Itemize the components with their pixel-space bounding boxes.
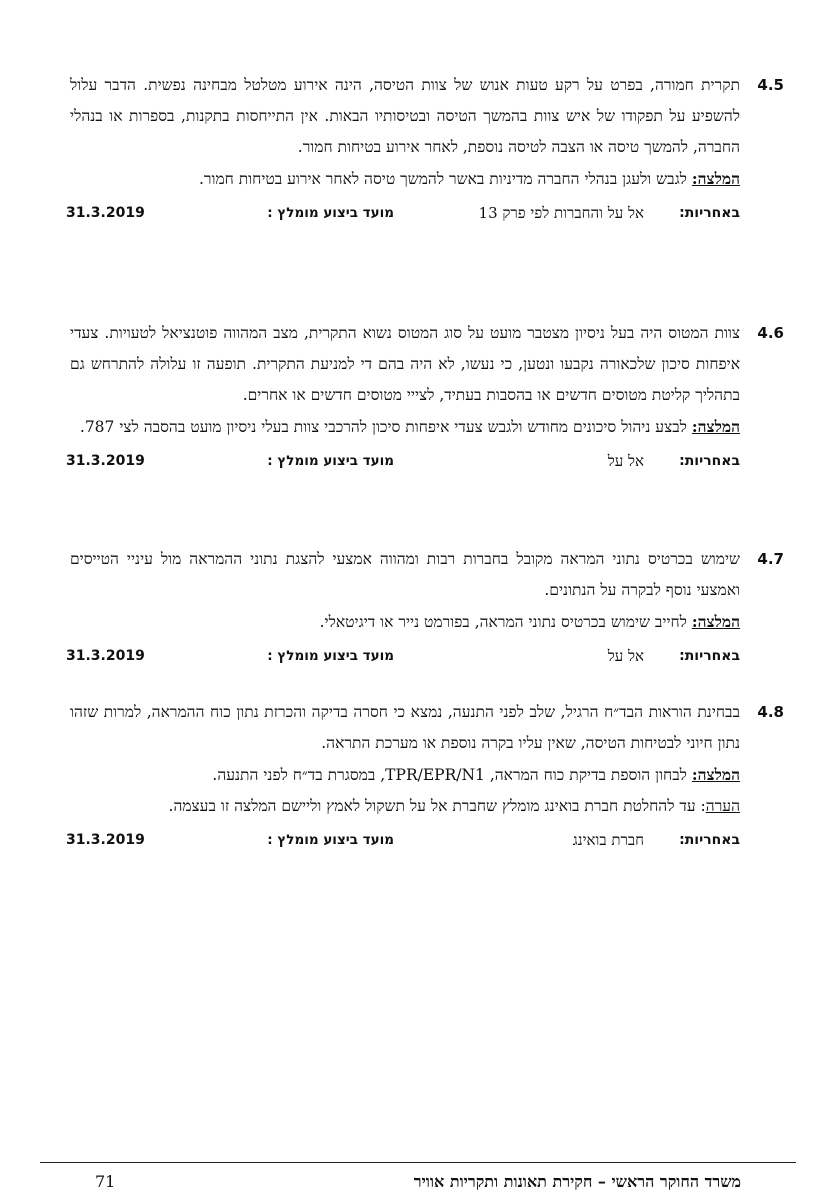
section-4-6: [66, 318, 784, 477]
section-4-5: [66, 70, 784, 229]
section-text: שימוש בכרטיס נתוני המראה מקובל בחברות רבות ומהווה אמצעי להצגת נתוני ההמראה מול עיניי הטייסים ואמצעי נוסף לבקרה על הנתונים.: [70, 550, 740, 599]
section-4-8: [66, 697, 784, 856]
recommendation-text: לחייב שימוש בכרטיס נתוני המראה, בפורמט נייר או דיגיטאלי.: [319, 613, 687, 631]
section-text: תקרית חמורה, בפרט על רקע טעות אנוש של צוות הטיסה, הינה אירוע מטלטל מבחינה נפשית. הדבר עלול להשפיע על תפקודו של איש צוות בהמשך הטיסה ובטיסותיו הבאות. אין התייחסות בתקנות, בספרות או בנהלי החברה, להמשך טיסה או הצבה לטיסה נוספת, לאחר אירוע בטיחות חמור.: [70, 76, 740, 156]
section-number: 4.8: [757, 703, 784, 721]
due-date: 31.3.2019: [66, 648, 145, 664]
recommendation-text: לבצע ניהול סיכונים מחודש ולגבש צעדי איפחות סיכון להרכבי צוות בעלי ניסיון מועט בהסבה לצי 787.: [79, 418, 687, 436]
recommendation-label: המלצה:: [691, 612, 740, 631]
section-text: צוות המטוס היה בעל ניסיון מצטבר מועט על סוג המטוס נשוא התקרית, מצב המהווה פוטנציאל לטעויות. צעדי איפחות סיכון שלכאורה נקבעו ונטען, כי נעשו, לא היה בהם די למניעת התקרית. תופעה זו עלולה להתרחש גם בתהליך קליטת מטוסים חדשים או בהסבות בעתיד, לצייי מטוסים חדשים או אחרים.: [70, 324, 740, 404]
due-date: 31.3.2019: [66, 205, 145, 221]
section-4-7: [66, 544, 784, 672]
responsibility-row: [66, 197, 740, 229]
due-label: מועד ביצוע מומלץ :: [267, 832, 394, 848]
recommendation-paragraph: [70, 411, 740, 443]
responsibility-label: באחריות:: [679, 832, 740, 848]
note-text: עד להחלטת חברת בואינג מומלץ שחברת אל על תשקול לאמץ וליישם המלצה זו בעצמה.: [168, 797, 696, 815]
recommendation-label: המלצה:: [691, 765, 740, 784]
responsibility-value: חברת בואינג: [572, 831, 644, 849]
section-number: 4.7: [757, 550, 784, 568]
responsibility-value: אל על והחברות לפי פרק 13: [478, 204, 644, 222]
recommendation-paragraph: [70, 606, 740, 638]
recommendation-label: המלצה:: [691, 169, 740, 188]
section-text: בבחינת הוראות הבד״ח הרגיל, שלב לפני התנעה, נמצא כי חסרה בדיקה והכרזת נתון כוח ההמראה, למרות שזהו נתון חיוני לבטיחות הטיסה, שאין עליו בקרה נוספת או מערכת התראה.: [70, 703, 740, 752]
responsibility-label: באחריות:: [679, 205, 740, 221]
due-label: מועד ביצוע מומלץ :: [267, 648, 394, 664]
responsibility-label: באחריות:: [679, 453, 740, 469]
responsibility-row: [66, 445, 740, 477]
recommendation-label: המלצה:: [691, 417, 740, 436]
section-number: 4.5: [757, 76, 784, 94]
recommendation-text: לבחון הוספת בדיקת כוח המראה, TPR/EPR/N1, במסגרת בד״ח לפני התנעה.: [212, 766, 687, 784]
section-number: 4.6: [757, 324, 784, 342]
recommendation-paragraph: [70, 163, 740, 195]
responsibility-value: אל על: [607, 452, 644, 470]
due-label: מועד ביצוע מומלץ :: [267, 453, 394, 469]
responsibility-label: באחריות:: [679, 648, 740, 664]
responsibility-row: [66, 824, 740, 856]
due-date: 31.3.2019: [66, 453, 145, 469]
note-label: הערה: [705, 797, 740, 815]
recommendation-paragraph: [70, 759, 740, 791]
recommendation-text: לגבש ולעגן בנהלי החברה מדיניות באשר להמשך טיסה לאחר אירוע בטיחות חמור.: [198, 170, 687, 188]
due-label: מועד ביצוע מומלץ :: [267, 205, 394, 221]
note-paragraph: הערה: עד להחלטת חברת בואינג מומלץ שחברת אל על תשקול לאמץ וליישם המלצה זו בעצמה.: [168, 797, 740, 815]
due-date: 31.3.2019: [66, 832, 145, 848]
footer-divider: [40, 1162, 796, 1163]
responsibility-row: [66, 640, 740, 672]
footer-title: משרד החוקר הראשי – חקירת תאונות ותקריות אוויר: [413, 1172, 741, 1191]
responsibility-value: אל על: [607, 647, 644, 665]
page-number: 71: [95, 1172, 116, 1191]
